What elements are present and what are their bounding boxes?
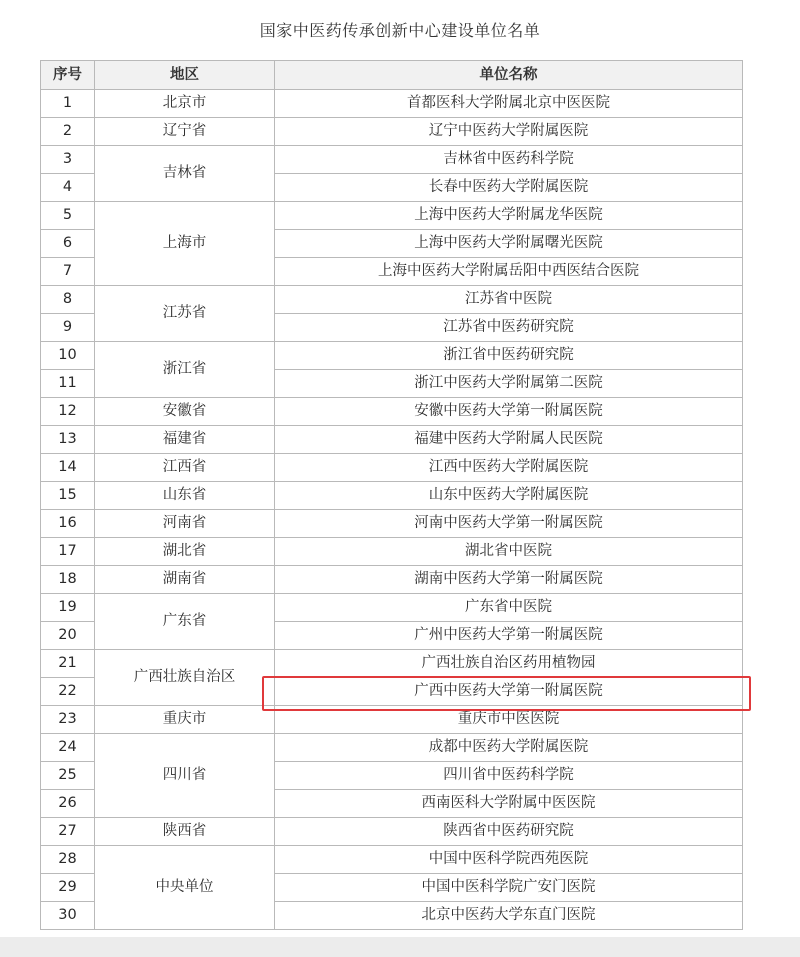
table-row (41, 146, 743, 174)
row-unit-name: 北京中医药大学东直门医院 (275, 902, 743, 930)
row-unit-name: 江西中医药大学附属医院 (275, 454, 743, 482)
row-no: 12 (41, 398, 95, 426)
row-no: 30 (41, 902, 95, 930)
table-row (41, 734, 743, 762)
row-no: 10 (41, 342, 95, 370)
table-body (41, 90, 743, 930)
table-row (41, 510, 743, 538)
row-no: 1 (41, 90, 95, 118)
table-row (41, 426, 743, 454)
row-no: 14 (41, 454, 95, 482)
row-region: 广西壮族自治区 (95, 650, 275, 706)
row-region: 陕西省 (95, 818, 275, 846)
row-no: 5 (41, 202, 95, 230)
row-no: 17 (41, 538, 95, 566)
row-region: 湖北省 (95, 538, 275, 566)
row-no: 18 (41, 566, 95, 594)
table-row (41, 566, 743, 594)
row-unit-name: 西南医科大学附属中医医院 (275, 790, 743, 818)
row-no: 26 (41, 790, 95, 818)
table-header-row (41, 61, 743, 90)
table-row (41, 286, 743, 314)
row-region: 北京市 (95, 90, 275, 118)
row-region: 安徽省 (95, 398, 275, 426)
row-region: 重庆市 (95, 706, 275, 734)
row-unit-name: 福建中医药大学附属人民医院 (275, 426, 743, 454)
row-no: 21 (41, 650, 95, 678)
row-no: 22 (41, 678, 95, 706)
table-row (41, 538, 743, 566)
row-unit-name: 陕西省中医药研究院 (275, 818, 743, 846)
units-table (40, 60, 743, 930)
row-unit-name: 浙江中医药大学附属第二医院 (275, 370, 743, 398)
row-unit-name: 江苏省中医药研究院 (275, 314, 743, 342)
highlight-box (262, 676, 751, 711)
row-no: 16 (41, 510, 95, 538)
table-row (41, 818, 743, 846)
table-row (41, 594, 743, 622)
row-unit-name: 首都医科大学附属北京中医医院 (275, 90, 743, 118)
row-region: 江苏省 (95, 286, 275, 342)
row-no: 28 (41, 846, 95, 874)
row-no: 4 (41, 174, 95, 202)
row-region: 中央单位 (95, 846, 275, 930)
row-region: 江西省 (95, 454, 275, 482)
row-unit-name: 安徽中医药大学第一附属医院 (275, 398, 743, 426)
row-unit-name: 中国中医科学院西苑医院 (275, 846, 743, 874)
row-no: 6 (41, 230, 95, 258)
bottom-bar (0, 937, 800, 957)
row-unit-name: 江苏省中医院 (275, 286, 743, 314)
row-no: 7 (41, 258, 95, 286)
header-name: 单位名称 (275, 61, 743, 90)
row-no: 8 (41, 286, 95, 314)
header-no: 序号 (41, 61, 95, 90)
row-no: 25 (41, 762, 95, 790)
row-unit-name: 上海中医药大学附属岳阳中西医结合医院 (275, 258, 743, 286)
row-unit-name: 长春中医药大学附属医院 (275, 174, 743, 202)
document-title: 国家中医药传承创新中心建设单位名单 (259, 21, 541, 40)
row-region: 浙江省 (95, 342, 275, 398)
row-region: 四川省 (95, 734, 275, 818)
row-unit-name: 湖北省中医院 (275, 538, 743, 566)
row-unit-name: 广西壮族自治区药用植物园 (275, 650, 743, 678)
row-unit-name: 四川省中医药科学院 (275, 762, 743, 790)
row-no: 20 (41, 622, 95, 650)
row-unit-name: 重庆市中医医院 (275, 706, 743, 734)
row-no: 9 (41, 314, 95, 342)
row-region: 广东省 (95, 594, 275, 650)
row-no: 11 (41, 370, 95, 398)
row-no: 29 (41, 874, 95, 902)
row-unit-name: 广西中医药大学第一附属医院 (275, 678, 743, 706)
row-unit-name: 中国中医科学院广安门医院 (275, 874, 743, 902)
row-region: 福建省 (95, 426, 275, 454)
row-region: 上海市 (95, 202, 275, 286)
row-unit-name: 上海中医药大学附属龙华医院 (275, 202, 743, 230)
row-region: 辽宁省 (95, 118, 275, 146)
row-no: 13 (41, 426, 95, 454)
table-row (41, 454, 743, 482)
table-row (41, 482, 743, 510)
row-no: 24 (41, 734, 95, 762)
row-region: 山东省 (95, 482, 275, 510)
row-region: 河南省 (95, 510, 275, 538)
table-row (41, 846, 743, 874)
table-row (41, 118, 743, 146)
row-unit-name: 山东中医药大学附属医院 (275, 482, 743, 510)
table-row (41, 90, 743, 118)
row-no: 19 (41, 594, 95, 622)
header-region: 地区 (95, 61, 275, 90)
table-row (41, 202, 743, 230)
row-region: 吉林省 (95, 146, 275, 202)
row-no: 27 (41, 818, 95, 846)
table-row (41, 398, 743, 426)
row-unit-name: 河南中医药大学第一附属医院 (275, 510, 743, 538)
row-no: 15 (41, 482, 95, 510)
row-unit-name: 成都中医药大学附属医院 (275, 734, 743, 762)
row-unit-name: 广东省中医院 (275, 594, 743, 622)
table-row (41, 650, 743, 678)
row-unit-name: 辽宁中医药大学附属医院 (275, 118, 743, 146)
row-no: 2 (41, 118, 95, 146)
table-row (41, 342, 743, 370)
row-no: 23 (41, 706, 95, 734)
row-unit-name: 吉林省中医药科学院 (275, 146, 743, 174)
row-unit-name: 湖南中医药大学第一附属医院 (275, 566, 743, 594)
row-no: 3 (41, 146, 95, 174)
row-unit-name: 浙江省中医药研究院 (275, 342, 743, 370)
row-unit-name: 广州中医药大学第一附属医院 (275, 622, 743, 650)
row-region: 湖南省 (95, 566, 275, 594)
row-unit-name: 上海中医药大学附属曙光医院 (275, 230, 743, 258)
